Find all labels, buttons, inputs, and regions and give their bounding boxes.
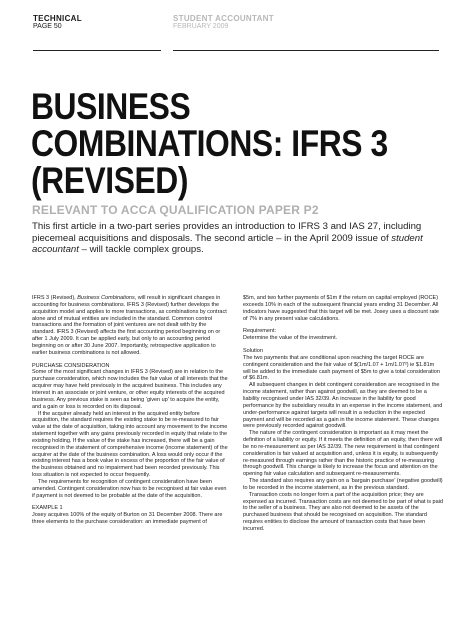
- paragraph: The standard also requires any gain on a ‘bargain purchase’ (negative goodwill) to be recorded in the income statement, as in the previous standard.: [243, 478, 443, 491]
- relevance-line: RELEVANT TO ACCA QUALIFICATION PAPER P2: [32, 203, 319, 217]
- intro-paragraph: [32, 221, 447, 256]
- body-column-right: [243, 295, 443, 533]
- page-number: PAGE 50: [33, 23, 62, 30]
- paragraph: If the acquirer already held an interest in the acquired entity before acquisition, the standard requires the existing stake to be re-measured to fair value at the date of acquisition, taking into account any movement to the income statement together with any gains previously recorded in equity that relate to the existing holding. If the value of the stake has increased, there will be a gain recognised in the statement of comprehensive income (income statement) of the acquirer at the date of the business combination. A loss would only occur if the existing interest has a book value in excess of the proportion of the fair value of the business obtained and no impairment had been recorded previously. This loss situation is not expected to occur frequently.: [32, 410, 228, 479]
- intro-tail: – will tackle complex groups.: [78, 244, 204, 255]
- header-right: [173, 14, 439, 31]
- body-column-left: [32, 295, 228, 526]
- intro-italic: student accountant: [32, 232, 423, 255]
- solution-heading: Solution: [243, 348, 263, 355]
- header-rule-right: [173, 50, 439, 51]
- title-line-3: (REVISED): [31, 160, 189, 201]
- intro-text: This first article in a two-part series provides an introduction to IFRS 3 and IAS 27, including piecemeal acquisitions and disposals. The second article – in the April 2009 issue of: [32, 221, 422, 244]
- standard-name: Business Combinations: [77, 295, 135, 301]
- paragraph: Transaction costs no longer form a part of the acquisition price; they are expensed as incurred. Transaction costs are not deemed to be part of what is paid to the seller of a business. They are also not deemed to be assets of the purchased business that should be recognised on acquisition. The standard requires entities to disclose the amount of transaction costs that have been incurred.: [243, 491, 443, 532]
- paragraph: The requirements for recognition of contingent consideration have been amended. Contingent consideration now has to be recognised at fair value even if payment is not deemed to be probable at the date of the acquisition.: [32, 478, 227, 499]
- header-left: [33, 14, 161, 31]
- paragraph: Some of the most significant changes in IFRS 3 (Revised) are in relation to the purchase consideration, which now includes the fair value of all interests that the acquirer may have held previously in the acquired business. This includes any interest in an associate or joint venture, or other equity interests of the acquired business. Any previous stake is seen as being ‘given up’ to acquire the entity, and a gain or loss is recorded on its disposal.: [32, 369, 228, 410]
- paragraph: $5m, and two further payments of $1m if the return on capital employed (ROCE) exceeds 10% in each of the subsequent financial years ending 31 December. All indicators have suggested that this target will be met. Josey uses a discount rate of 7% in any present value calculations.: [243, 295, 439, 322]
- header-rule-left: [33, 50, 161, 51]
- paragraph: The nature of the contingent consideration is important as it may meet the definition of a liability or equity. If it meets the definition of an equity, then there will be no re-measurement as per IAS 32/39. The new requirement is that contingent consideration is fair valued at acquisition and, unless it is equity, is subsequently re-measured through earnings rather than the historic practice of re-measuring through goodwill. This change is likely to increase the focus and attention on the opening fair value calculation and subsequent re-measurements.: [243, 430, 443, 478]
- paragraph: All subsequent changes in debt contingent consideration are recognised in the income statement, rather than against goodwill, as they are deemed to be a liability recognised under IAS 32/39. An increase in the liability for good performance by the subsidiary results in an expense in the income statement, and under-performance against targets will result in a reduction in the expected payment and will be recorded as a gain in the income statement. These changes were previously recorded against goodwill.: [243, 382, 443, 430]
- paragraph: Josey acquires 100% of the equity of Burton on 31 December 2008. There are three elements to the purchase consideration: an immediate payment of: [32, 512, 223, 526]
- paragraph: The two payments that are conditional upon reaching the target ROCE are contingent consideration and the fair value of $(1m/1.07 + 1m/1.07²) ie $1.81m will be added to the immediate cash payment of $5m to give a total consideration of $6.81m.: [243, 354, 440, 382]
- paragraph: Determine the value of the investment.: [243, 335, 338, 342]
- title-line-2: COMBINATIONS: IFRS 3: [31, 123, 388, 164]
- requirement-heading: Requirement:: [243, 328, 277, 335]
- text-run: IFRS 3 (Revised),: [32, 295, 78, 301]
- title-line-1: BUSINESS: [31, 86, 191, 127]
- section-heading: EXAMPLE 1: [32, 505, 63, 512]
- section-label: TECHNICAL: [33, 14, 82, 23]
- text-run: , will result in significant changes in accounting for business combinations. IFRS 3 (Revised) further develops the acquisition model and applies to more transactions, as combinations by contract alone and of mutual entities are included in the standard. Common control transactions and the formation of joint ventures are not dealt with by the standard. IFRS 3 (Revised) affects the first accounting period beginning on or after 1 July 2009. It can be applied early, but only to an accounting period beginning on or after 30 June 2007. Importantly, retrospective application to earlier business combinations is not allowed.: [32, 295, 227, 356]
- issue-date: FEBRUARY 2009: [173, 23, 229, 30]
- article-title: [31, 88, 392, 199]
- section-heading: PURCHASE CONSIDERATION: [32, 362, 110, 369]
- publication-name: STUDENT ACCOUNTANT: [173, 14, 274, 23]
- paragraph: [32, 295, 228, 357]
